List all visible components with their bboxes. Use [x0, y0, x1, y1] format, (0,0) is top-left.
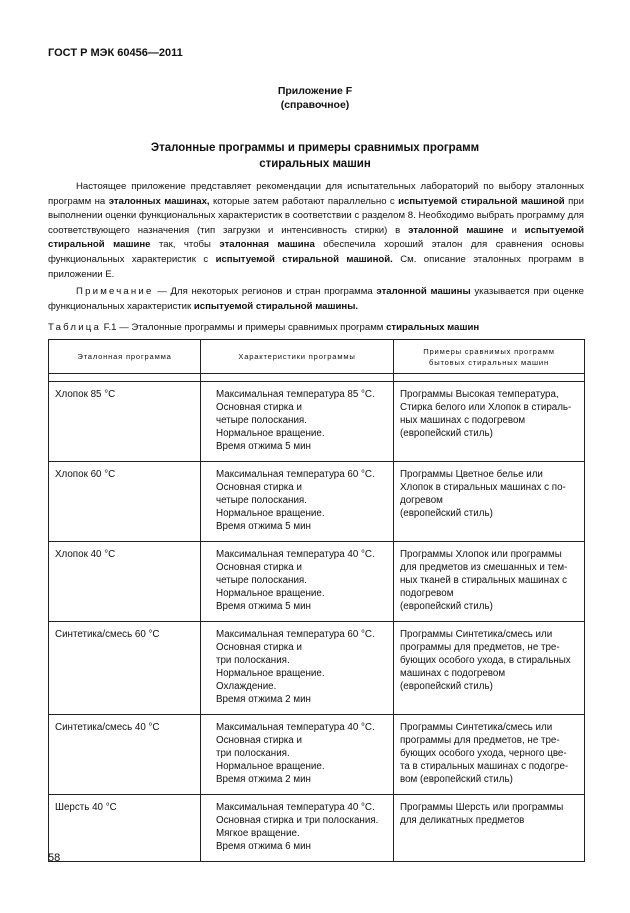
- intro-text: и: [503, 224, 525, 236]
- example-line: подогревом: [400, 588, 454, 599]
- comparable-programs-cell: [394, 622, 585, 715]
- intro-text: при выполнении оценки функциональных характеристик в соответствии с разделом 8. Необходимо выбрать программу для соответствующего назначения (тип загрузки и интенсивность стирки) в: [48, 195, 585, 236]
- note-text: — Для некоторых регионов и стран программа: [153, 286, 377, 297]
- example-line: (европейский стиль): [400, 428, 493, 439]
- example-line: Программы Высокая температура,: [400, 389, 559, 400]
- example-line: Программы Цветное белье или: [400, 469, 543, 480]
- characteristic-line: Основная стирка и: [216, 562, 302, 573]
- table-row: [49, 622, 585, 715]
- program-name-cell: Хлопок 85 °С: [49, 382, 201, 462]
- intro-paragraph: [48, 180, 584, 282]
- table-body: [49, 382, 585, 862]
- intro-term: эталонная машина: [219, 239, 315, 251]
- characteristic-line: Мягкое вращение.: [216, 828, 300, 839]
- characteristics-cell: [201, 382, 394, 462]
- example-line: (европейский стиль): [400, 601, 493, 612]
- characteristic-line: Максимальная температура 60 °С.: [216, 629, 375, 640]
- header-comparable-programs-line: Примеры сравнимых программ: [423, 346, 555, 356]
- header-comparable-programs-line: бытовых стиральных машин: [429, 357, 549, 367]
- table-caption: [48, 322, 479, 333]
- characteristic-line: Максимальная температура 85 °С.: [216, 389, 375, 400]
- note-text: указывается при оценке функциональных характеристик: [48, 286, 585, 312]
- comparable-programs-cell: [394, 382, 585, 462]
- example-line: Программы Синтетика/смесь или: [400, 722, 553, 733]
- characteristic-line: три полоскания.: [216, 655, 290, 666]
- intro-term: эталонной машине: [408, 224, 504, 236]
- note-term: испытуемой стиральной машины.: [193, 300, 359, 312]
- characteristic-line: Охлаждение.: [216, 681, 277, 692]
- document-title-line-1: Эталонные программы и примеры сравнимых программ: [150, 142, 480, 154]
- characteristics-cell: [201, 715, 394, 795]
- characteristic-line: Основная стирка и: [216, 735, 302, 746]
- characteristic-line: Время отжима 2 мин: [216, 694, 311, 705]
- program-name-cell: Синтетика/смесь 40 °С: [49, 715, 201, 795]
- example-line: бующих особого ухода, в стиральных: [400, 655, 571, 666]
- table-row: [49, 542, 585, 622]
- example-line: программы для предметов, не тре-: [400, 642, 560, 653]
- table-header-row: [49, 340, 585, 374]
- document-title-line-2: стиральных машин: [259, 158, 371, 170]
- table-row: [49, 795, 585, 862]
- characteristics-cell: [201, 462, 394, 542]
- program-name-cell: Хлопок 60 °С: [49, 462, 201, 542]
- example-line: машинах с подогревом: [400, 668, 506, 679]
- table-caption-label: Таблица: [48, 322, 102, 333]
- comparable-programs-cell: [394, 715, 585, 795]
- comparable-programs-cell: [394, 462, 585, 542]
- characteristic-line: Время отжима 5 мин: [216, 601, 311, 612]
- note-paragraph: [48, 285, 584, 314]
- standard-header: ГОСТ Р МЭК 60456—2011: [48, 47, 183, 59]
- table-row: [49, 715, 585, 795]
- characteristic-line: Нормальное вращение.: [216, 588, 325, 599]
- intro-text: так, чтобы: [150, 239, 220, 251]
- intro-term: испытуемой стиральной машиной.: [215, 253, 393, 265]
- characteristics-cell: [201, 795, 394, 862]
- characteristic-line: Максимальная температура 60 °С.: [216, 469, 375, 480]
- intro-text: См. описание эталонных программ в приложении Е.: [48, 253, 584, 280]
- example-line: для предметов из смешанных и тем-: [400, 562, 568, 573]
- program-name-cell: Хлопок 40 °С: [49, 542, 201, 622]
- intro-term: испытуемой стиральной машиной: [398, 195, 565, 207]
- characteristic-line: Основная стирка и: [216, 642, 302, 653]
- characteristic-line: Нормальное вращение.: [216, 761, 325, 772]
- table-row: [49, 462, 585, 542]
- header-comparable-programs: [394, 340, 585, 374]
- characteristic-line: Максимальная температура 40 °С.: [216, 802, 375, 813]
- note-label: Примечание: [76, 286, 154, 297]
- annex-type: (справочное): [280, 99, 350, 111]
- characteristic-line: Основная стирка и: [216, 402, 302, 413]
- characteristic-line: Нормальное вращение.: [216, 428, 325, 439]
- characteristic-line: Нормальное вращение.: [216, 508, 325, 519]
- table-caption-term: стиральных машин: [386, 322, 480, 333]
- characteristic-line: Основная стирка и: [216, 482, 302, 493]
- characteristic-line: Время отжима 5 мин: [216, 441, 311, 452]
- note-term: эталонной машины: [376, 286, 471, 297]
- example-line: ных тканей в стиральных машинах с: [400, 575, 568, 586]
- characteristic-line: Время отжима 2 мин: [216, 774, 311, 785]
- characteristics-cell: [201, 542, 394, 622]
- header-program-characteristics: Характеристики программы: [201, 340, 394, 374]
- characteristic-line: четыре полоскания.: [216, 415, 307, 426]
- intro-term: испытуемой стиральной машине: [48, 224, 584, 251]
- characteristics-cell: [201, 622, 394, 715]
- characteristic-line: Основная стирка и три полоскания.: [216, 815, 379, 826]
- header-reference-program: Эталонная программа: [49, 340, 201, 374]
- annex-title: Приложение F: [277, 85, 353, 97]
- intro-text: Настоящее приложение представляет рекомендации для испытательных лабораторий по выбору эталонных программ на: [48, 181, 584, 207]
- example-line: Программы Синтетика/смесь или: [400, 629, 553, 640]
- program-name-cell: Синтетика/смесь 60 °С: [49, 622, 201, 715]
- example-line: Хлопок в стиральных машинах с по-: [400, 482, 566, 493]
- table-spacer-row: [49, 374, 585, 382]
- example-line: бующих особого ухода, черного цве-: [400, 748, 567, 759]
- comparable-programs-cell: [394, 542, 585, 622]
- example-line: та в стиральных машинах с подогре-: [400, 761, 569, 772]
- characteristic-line: четыре полоскания.: [216, 495, 307, 506]
- program-name-cell: Шерсть 40 °С: [49, 795, 201, 862]
- characteristic-line: четыре полоскания.: [216, 575, 307, 586]
- example-line: для деликатных предметов: [400, 815, 525, 826]
- example-line: Программы Шерсть или программы: [400, 802, 564, 813]
- characteristic-line: Максимальная температура 40 °С.: [216, 722, 375, 733]
- example-line: догревом: [400, 495, 443, 506]
- example-line: (европейский стиль): [400, 508, 493, 519]
- table-row: [49, 382, 585, 462]
- example-line: Программы Хлопок или программы: [400, 549, 562, 560]
- table-caption-text: F.1 — Эталонные программы и примеры сравнимых программ: [101, 322, 387, 333]
- example-line: (европейский стиль): [400, 681, 493, 692]
- characteristic-line: три полоскания.: [216, 748, 290, 759]
- characteristic-line: Время отжима 6 мин: [216, 841, 311, 852]
- intro-term: эталонных машинах,: [108, 195, 210, 207]
- comparable-programs-cell: [394, 795, 585, 862]
- page-number: 58: [48, 852, 61, 864]
- characteristic-line: Время отжима 5 мин: [216, 521, 311, 532]
- characteristic-line: Максимальная температура 40 °С.: [216, 549, 375, 560]
- reference-programs-table: [48, 339, 585, 862]
- intro-text: обеспечила хороший эталон для сравнения основы функциональных характеристик с: [48, 239, 584, 265]
- intro-text: которые затем работают параллельно с: [209, 195, 399, 207]
- example-line: программы для предметов, не тре-: [400, 735, 560, 746]
- example-line: вом (европейский стиль): [400, 774, 513, 785]
- example-line: ных машинах с подогревом: [400, 415, 526, 426]
- example-line: Стирка белого или Хлопок в стираль-: [400, 402, 572, 413]
- characteristic-line: Нормальное вращение.: [216, 668, 325, 679]
